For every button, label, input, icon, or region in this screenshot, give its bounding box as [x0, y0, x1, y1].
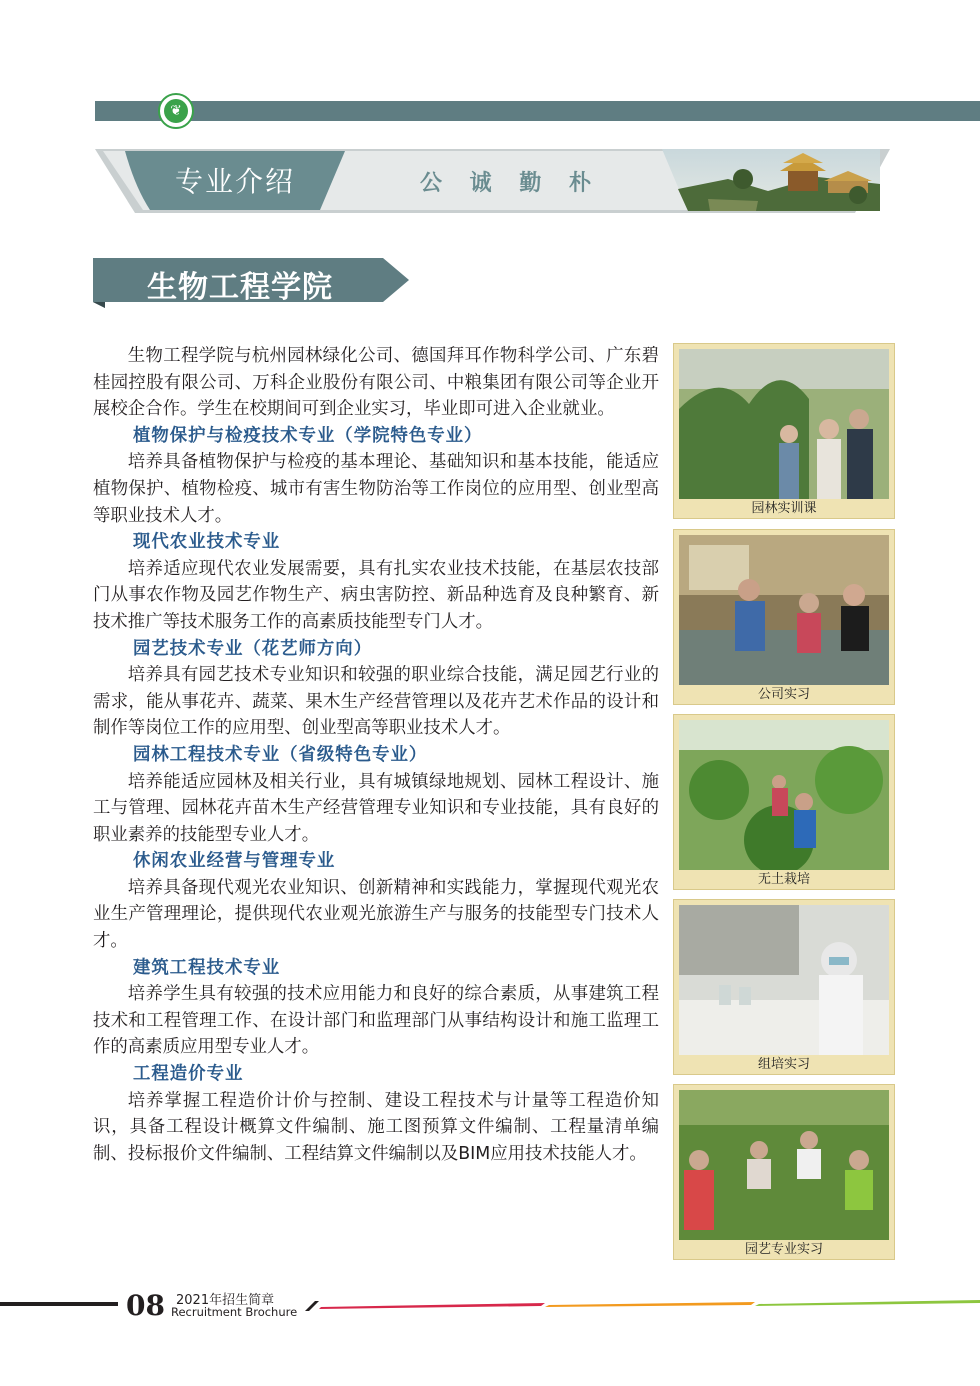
photo-caption: 园林实训课	[751, 501, 817, 516]
major-description: 培养适应现代农业发展需要，具有扎实农业技术技能，在基层农技部门从事农作物及园艺作物生产、病虫害防控、新品种选育及良种繁育、新技术推广等技术服务工作的高素质技能型专门人才。	[93, 558, 659, 632]
footer-title-cn: 2021年招生简章	[176, 1293, 275, 1308]
page-number: 08	[126, 1289, 165, 1322]
major-heading: 植物保护与检疫技术专业（学院特色专业）	[133, 425, 483, 446]
major-heading: 现代农业技术专业	[133, 532, 281, 553]
major-description: 培养具有园艺技术专业知识和较强的职业综合技能，满足园艺行业的需求，能从事花卉、蔬菜、果木生产经营管理以及花卉艺术作品的设计和制作等岗位工作的应用型、创业型高等职业技术人才。	[93, 665, 659, 739]
major-heading: 建筑工程技术专业	[133, 957, 281, 978]
photo-card	[673, 529, 895, 705]
major-heading: 休闲农业经营与管理专业	[133, 851, 336, 872]
garden-training-photo	[679, 349, 889, 499]
banner-motto: 公 诚 勤 朴	[420, 171, 601, 196]
pavilion-photo	[648, 149, 880, 211]
leaf-icon: ❦	[164, 99, 188, 123]
footer-title-en: Recruitment Brochure	[171, 1305, 298, 1319]
photo-card	[673, 1084, 895, 1260]
intro-paragraph: 生物工程学院与杭州园林绿化公司、德国拜耳作物科学公司、广东碧桂园控股有限公司、万科企业股份有限公司、中粮集团有限公司等企业开展校企合作。学生在校期间可到企业实习，毕业即可进入企业就业。	[93, 346, 659, 420]
major-heading: 工程造价专业	[133, 1064, 244, 1085]
section-title: 生物工程学院	[147, 270, 333, 305]
major-description: 培养能适应园林及相关行业，具有城镇绿地规划、园林工程设计、施工与管理、园林花卉苗木生产经营管理专业知识和专业技能，具有良好的职业素养的技能型专业人才。	[93, 771, 659, 845]
major-description: 培养具备植物保护与检疫的基本理论、基础知识和基本技能，能适应植物保护、植物检疫、城市有害生物防治等工作岗位的应用型、创业型高等职业技术人才。	[93, 452, 659, 526]
footer-stripes	[305, 1297, 980, 1311]
footer-rule	[0, 1302, 118, 1306]
major-heading: 园艺技术专业（花艺师方向）	[133, 638, 373, 659]
header-bar	[95, 101, 980, 121]
photo-caption: 组培实习	[757, 1057, 810, 1072]
tissue-culture-photo	[679, 905, 889, 1055]
photo-card	[673, 899, 895, 1075]
photo-caption: 公司实习	[757, 687, 810, 702]
photo-caption: 园艺专业实习	[744, 1242, 823, 1257]
school-logo	[158, 93, 194, 129]
major-heading: 园林工程技术专业（省级特色专业）	[133, 744, 428, 765]
soilless-cultivation-photo	[679, 720, 889, 870]
company-internship-photo	[679, 535, 889, 685]
horticulture-practice-photo	[679, 1090, 889, 1240]
photo-card	[673, 343, 895, 519]
article-body	[93, 343, 659, 1167]
banner-title: 专业介绍	[175, 165, 296, 198]
photo-card	[673, 714, 895, 890]
major-description: 培养具备现代观光农业知识、创新精神和实践能力，掌握现代观光农业生产管理理论，提供现代农业观光旅游生产与服务的技能型专门技术人才。	[93, 877, 659, 952]
photo-caption: 无土栽培	[757, 872, 810, 887]
major-description: 培养学生具有较强的技术应用能力和良好的综合素质，从事建筑工程技术和工程管理工作、在设计部门和监理部门从事结构设计和施工监理工作的高素质应用型专业人才。	[93, 984, 659, 1058]
major-description: 培养掌握工程造价计价与控制、建设工程技术与计量等工程造价知识，具备工程设计概算文件编制、施工图预算文件编制、工程量清单编制、投标报价文件编制、工程结算文件编制以及BIM应用技术技能人才。	[93, 1090, 659, 1164]
